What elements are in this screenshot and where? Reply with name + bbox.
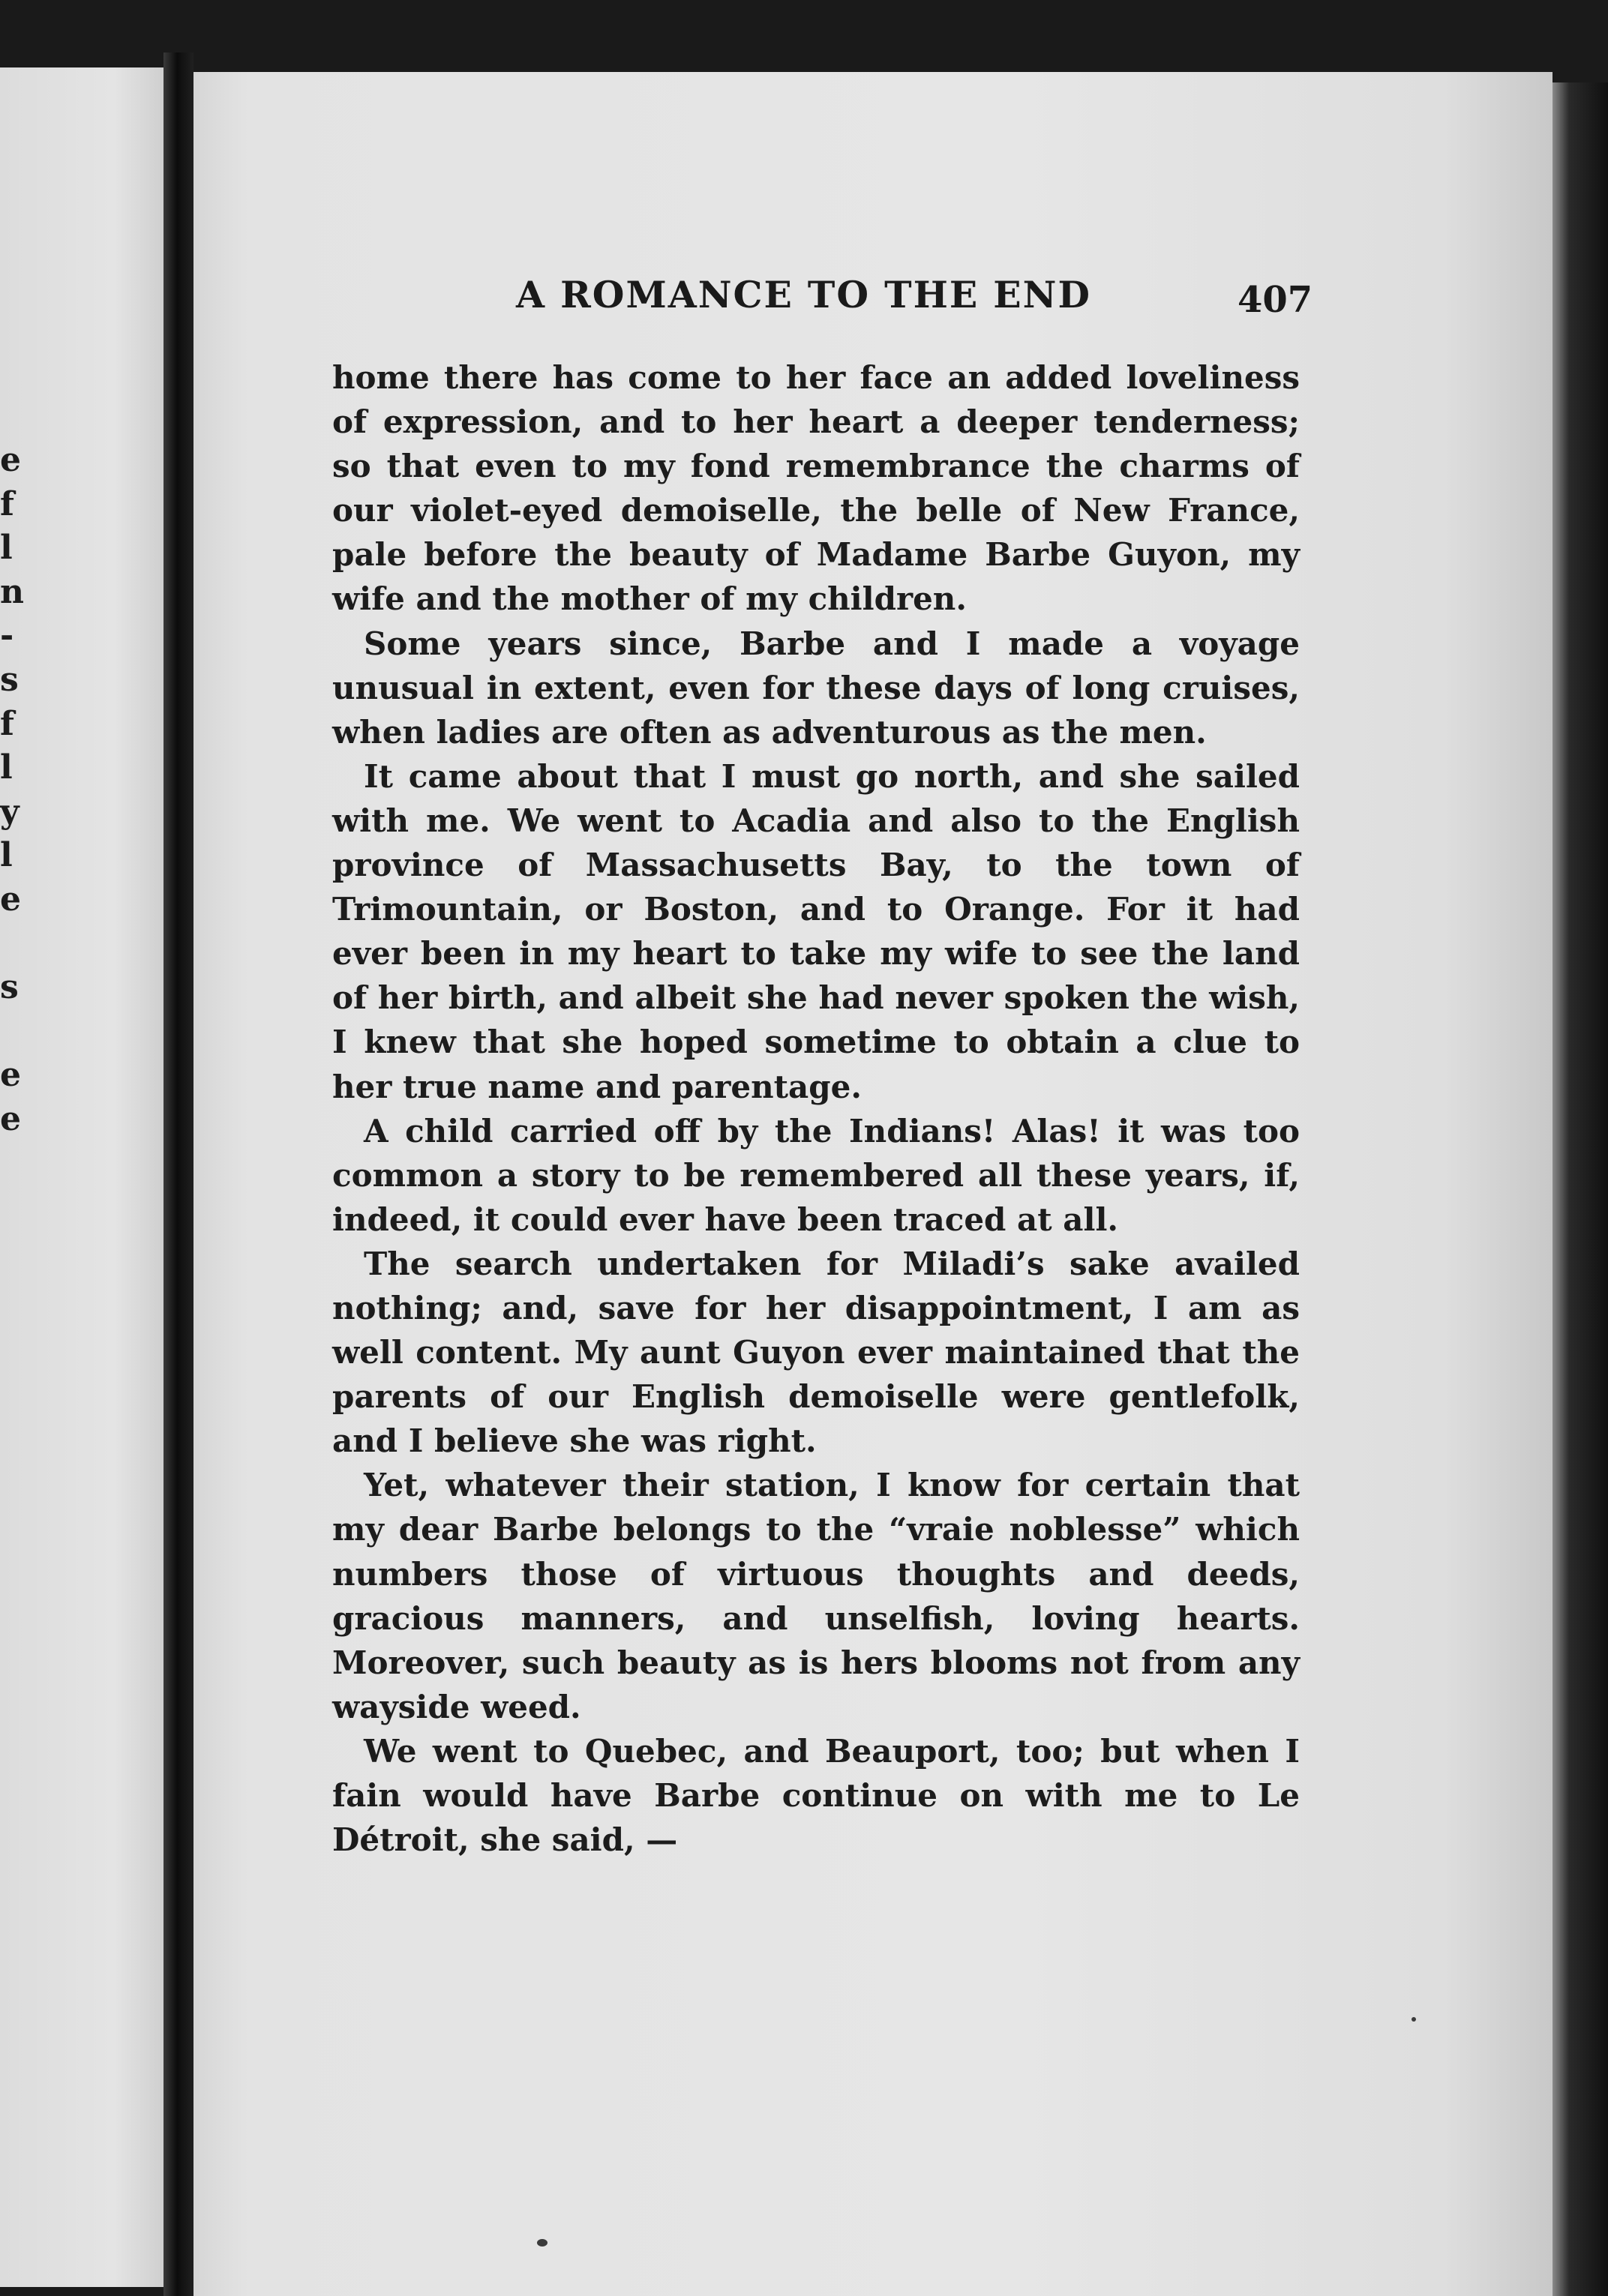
left-page-letter: [0, 1010, 22, 1054]
left-page-letter: s: [0, 968, 19, 1007]
left-page-letter: f: [0, 704, 14, 743]
left-page-letter: e: [0, 1099, 21, 1138]
paragraph-4: A child carried off by the Indians! Alas! it was too common a story to be remembered all these years, if, indeed, it could ever have been traced at all.: [332, 1112, 1300, 1238]
left-page-letter: e: [0, 880, 21, 919]
left-page-letter: e: [0, 441, 21, 479]
left-page-letter: l: [0, 748, 13, 787]
paragraph-1: home there has come to her face an added loveliness of expression, and to her heart a deeper tenderness; so that even to my fond remembrance the charms of our violet-eyed demoiselle, the belle of New France, pale before the beauty of Madame Barbe Guyon, my wife and the mother of my children.: [332, 359, 1300, 618]
left-page-fragment: [0, 67, 164, 2287]
left-page-letter: [0, 922, 22, 967]
book-gutter: [164, 52, 194, 2296]
left-page-letter: f: [0, 484, 14, 523]
paragraph-5: The search undertaken for Miladi’s sake availed nothing; and, save for her disappointment, I am as well content. My aunt Guyon ever maintained that the parents of our English demoiselle were gentlefolk, and I believe she was right.: [332, 1245, 1300, 1460]
left-page-letter: l: [0, 836, 13, 875]
left-page-letter: e: [0, 1056, 21, 1095]
page-body: [332, 355, 1300, 1862]
scan-speck: [1412, 2017, 1416, 2022]
left-page-letter: -: [0, 616, 14, 655]
page-edge-shadow: [1552, 82, 1608, 2296]
running-title: A ROMANCE TO THE END: [516, 273, 1091, 316]
page-number: 407: [1238, 279, 1313, 321]
left-page-letter: n: [0, 572, 24, 611]
scan-speck: [537, 2239, 548, 2247]
left-page-letter: l: [0, 529, 13, 568]
paragraph-3: It came about that I must go north, and she sailed with me. We went to Acadia and also to the English province of Massachusetts Bay, to the town of Trimountain, or Boston, and to Orange. For it had ever been in my heart to take my wife to see the land of her birth, and albeit she had never spoken the wish, I knew that she hoped sometime to obtain a clue to her true name and parentage.: [332, 757, 1300, 1105]
left-page-letter: y: [0, 792, 20, 831]
book-page: [194, 72, 1552, 2296]
left-page-letter-column: [0, 439, 22, 1142]
paragraph-6: Yet, whatever their station, I know for certain that my dear Barbe belongs to the “vraie noblesse” which numbers those of virtuous thoughts and deeds, gracious manners, and unselfish, loving hearts. Moreover, such beauty as is hers blooms not from any wayside weed.: [332, 1467, 1300, 1725]
left-page-letter: s: [0, 660, 19, 699]
page-header: [194, 265, 1552, 348]
paragraph-7: We went to Quebec, and Beauport, too; but when I fain would have Barbe continue on with me to Le Détroit, she said, —: [332, 1732, 1300, 1859]
paragraph-2: Some years since, Barbe and I made a voyage unusual in extent, even for these days of long cruises, when ladies are often as adventurous as the men.: [332, 625, 1300, 751]
